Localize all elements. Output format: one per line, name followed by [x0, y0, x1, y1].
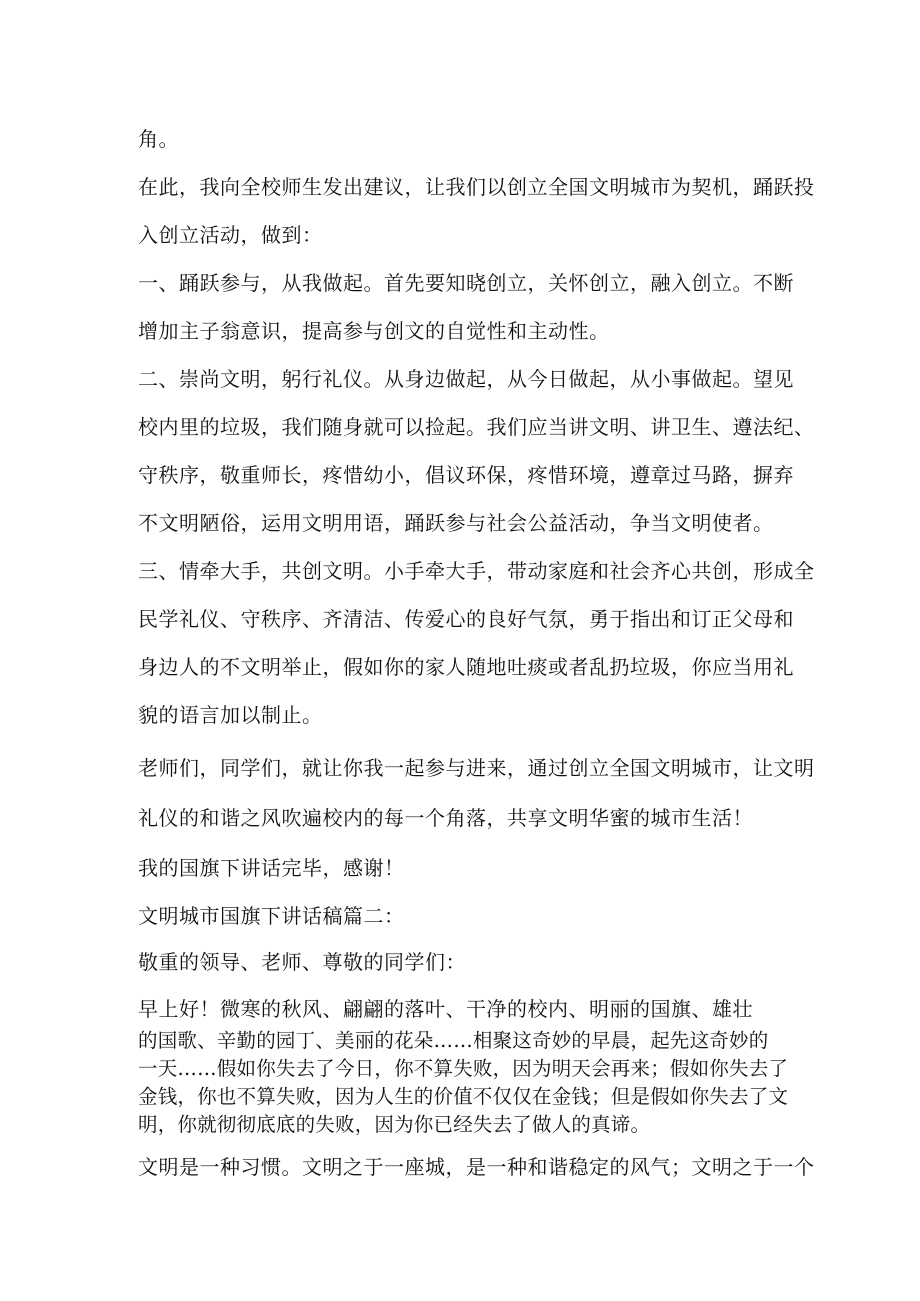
text-line: 守秩序，敬重师长，疼惜幼小，倡议环保，疼惜环境，遵章过马路，摒弃: [138, 463, 794, 487]
text-line: 明，你就彻彻底底的失败，因为你已经失去了做人的真谛。: [138, 1113, 651, 1136]
text-line: 角。: [138, 127, 179, 151]
text-line: 的国歌、辛勤的园丁、美丽的花朵……相聚这奇妙的早晨，起先这奇妙的: [138, 1029, 769, 1052]
text-line: 不文明陋俗，运用文明用语，踊跃参与社会公益活动，争当文明使者。: [138, 511, 774, 535]
text-line: 礼仪的和谐之风吹遍校内的每一个角落，共享文明华蜜的城市生活！: [138, 806, 753, 830]
salutation: 敬重的领导、老师、尊敬的同学们：: [138, 950, 466, 974]
text-line: 我的国旗下讲话完毕，感谢！: [138, 856, 405, 880]
text-line: 早上好！微寒的秋风、翩翩的落叶、干净的校内、明丽的国旗、雄壮: [138, 997, 753, 1021]
text-line: 老师们，同学们，就让你我一起参与进来，通过创立全国文明城市，让文明: [138, 756, 815, 780]
text-line: 一、踊跃参与，从我做起。首先要知晓创立，关怀创立，融入创立。不断: [138, 271, 794, 295]
text-line: 校内里的垃圾，我们随身就可以捡起。我们应当讲文明、讲卫生、遵法纪、: [138, 415, 815, 439]
text-line: 民学礼仪、守秩序、齐清洁、传爱心的良好气氛，勇于指出和订正父母和: [138, 607, 794, 631]
text-line: 入创立活动，做到：: [138, 223, 323, 247]
section-heading: 文明城市国旗下讲话稿篇二：: [138, 904, 405, 928]
text-line: 金钱，你也不算失败，因为人生的价值不仅仅在金钱；但是假如你失去了文: [138, 1085, 789, 1108]
text-line: 增加主子翁意识，提高参与创文的自觉性和主动性。: [138, 319, 610, 343]
text-line: 文明是一种习惯。文明之于一座城，是一种和谐稳定的风气；文明之于一个: [138, 1155, 815, 1179]
text-line: 一天……假如你失去了今日，你不算失败，因为明天会再来；假如你失去了: [138, 1057, 789, 1080]
text-line: 在此，我向全校师生发出建议，让我们以创立全国文明城市为契机，踊跃投: [138, 175, 815, 199]
text-line: 二、崇尚文明，躬行礼仪。从身边做起，从今日做起，从小事做起。望见: [138, 367, 794, 391]
text-line: 身边人的不文明举止，假如你的家人随地吐痰或者乱扔垃圾，你应当用礼: [138, 655, 794, 679]
text-line: 三、情牵大手，共创文明。小手牵大手，带动家庭和社会齐心共创，形成全: [138, 559, 815, 583]
text-line: 貌的语言加以制止。: [138, 703, 323, 727]
